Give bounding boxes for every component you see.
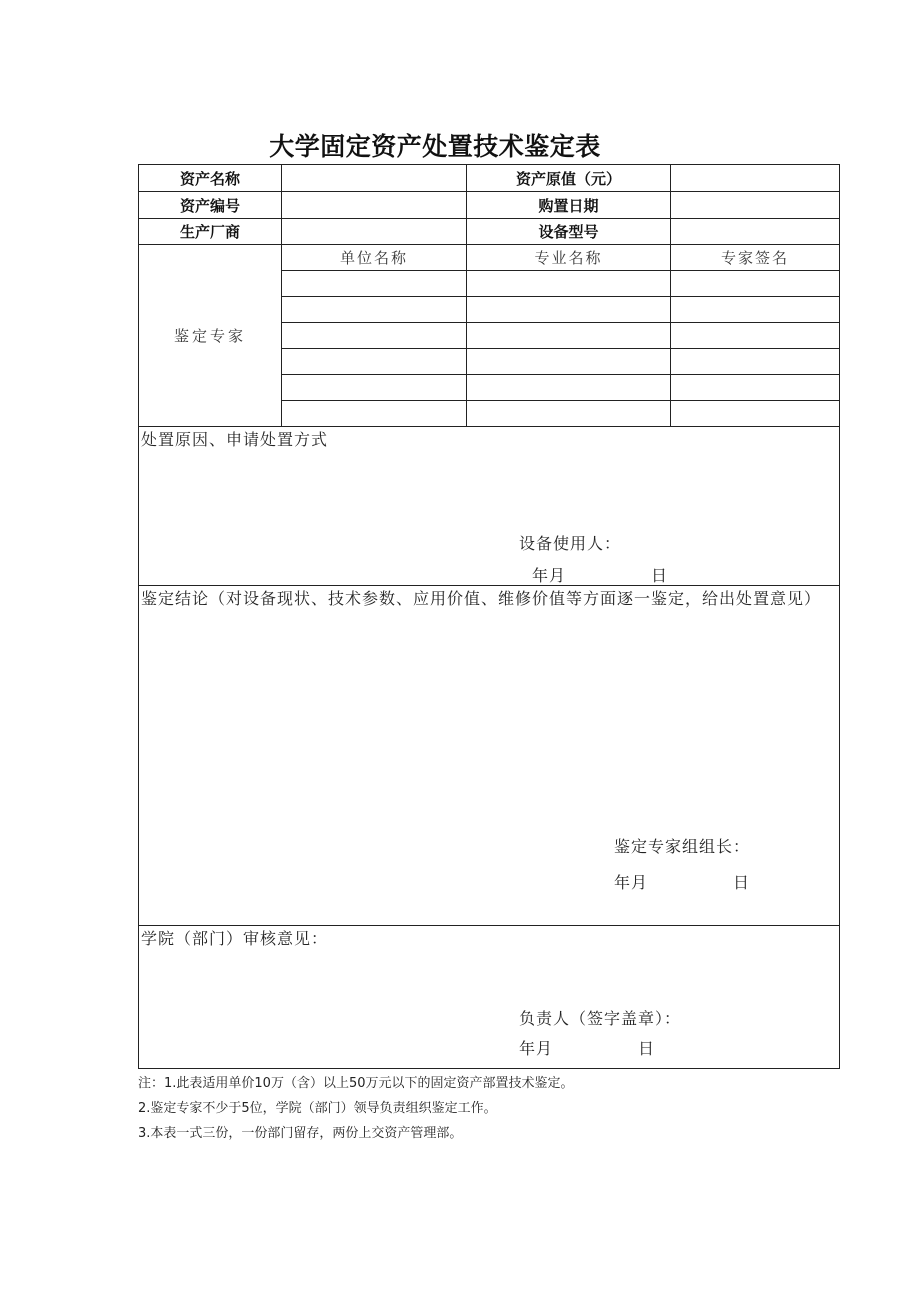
- user-signature-label: 设备使用人：: [519, 534, 622, 553]
- info-row: [139, 165, 840, 192]
- expert-unit-field[interactable]: [282, 401, 467, 427]
- manufacturer-field[interactable]: [282, 219, 467, 245]
- footnote: 注：1.此表适用单价10万（含）以上50万元以下的固定资产部置技术鉴定。: [138, 1076, 574, 1091]
- page-title: 大学固定资产处置技术鉴定表: [269, 132, 601, 161]
- asset-number-field[interactable]: [282, 192, 467, 219]
- expert-major-field[interactable]: [467, 375, 671, 401]
- conclusion-box[interactable]: [139, 586, 840, 926]
- expert-sign-field[interactable]: [671, 349, 840, 375]
- expert-unit-field[interactable]: [282, 271, 467, 297]
- reason-box[interactable]: [139, 427, 840, 586]
- reason-row: [139, 427, 840, 586]
- expert-major-field[interactable]: [467, 271, 671, 297]
- review-heading: 学院（部门）审核意见：: [141, 929, 329, 948]
- conclusion-heading: 鉴定结论（对设备现状、技术参数、应用价值、维修价值等方面逐一鉴定，给出处置意见）: [141, 589, 822, 608]
- col-major-header: 专业名称: [467, 245, 671, 271]
- col-sign-header: 专家签名: [671, 245, 840, 271]
- expert-unit-field[interactable]: [282, 297, 467, 323]
- appraisal-form: [138, 164, 840, 1069]
- conclusion-date: 年月 日: [614, 873, 751, 892]
- expert-major-field[interactable]: [467, 297, 671, 323]
- asset-number-label: 资产编号: [139, 192, 282, 219]
- review-box[interactable]: [139, 926, 840, 1069]
- col-unit-header: 单位名称: [282, 245, 467, 271]
- conclusion-row: [139, 586, 840, 926]
- footnote: 3.本表一式三份，一份部门留存，两份上交资产管理部。: [138, 1126, 463, 1141]
- info-row: [139, 219, 840, 245]
- footnote: 2.鉴定专家不少于5位，学院（部门）领导负责组织鉴定工作。: [138, 1101, 497, 1116]
- info-row: [139, 192, 840, 219]
- expert-unit-field[interactable]: [282, 349, 467, 375]
- expert-sign-field[interactable]: [671, 401, 840, 427]
- expert-major-field[interactable]: [467, 323, 671, 349]
- purchase-date-field[interactable]: [671, 192, 840, 219]
- leader-signature-label: 鉴定专家组组长：: [614, 837, 751, 856]
- expert-sign-field[interactable]: [671, 323, 840, 349]
- expert-sign-field[interactable]: [671, 271, 840, 297]
- expert-unit-field[interactable]: [282, 323, 467, 349]
- review-row: [139, 926, 840, 1069]
- purchase-date-label: 购置日期: [467, 192, 671, 219]
- asset-name-label: 资产名称: [139, 165, 282, 192]
- asset-value-field[interactable]: [671, 165, 840, 192]
- responsible-signature-label: 负责人（签字盖章）：: [519, 1009, 682, 1028]
- footnotes: [138, 1071, 574, 1146]
- model-label: 设备型号: [467, 219, 671, 245]
- reason-heading: 处置原因、申请处置方式: [141, 430, 329, 449]
- asset-name-field[interactable]: [282, 165, 467, 192]
- expert-major-field[interactable]: [467, 349, 671, 375]
- expert-sign-field[interactable]: [671, 375, 840, 401]
- expert-header-row: [139, 245, 840, 271]
- asset-value-label: 资产原值（元）: [467, 165, 671, 192]
- model-field[interactable]: [671, 219, 840, 245]
- review-date: 年月 日: [519, 1039, 656, 1058]
- reason-date: 年月 日: [532, 566, 669, 585]
- expert-sign-field[interactable]: [671, 297, 840, 323]
- expert-major-field[interactable]: [467, 401, 671, 427]
- expert-unit-field[interactable]: [282, 375, 467, 401]
- manufacturer-label: 生产厂商: [139, 219, 282, 245]
- experts-label: 鉴定专家: [139, 245, 282, 427]
